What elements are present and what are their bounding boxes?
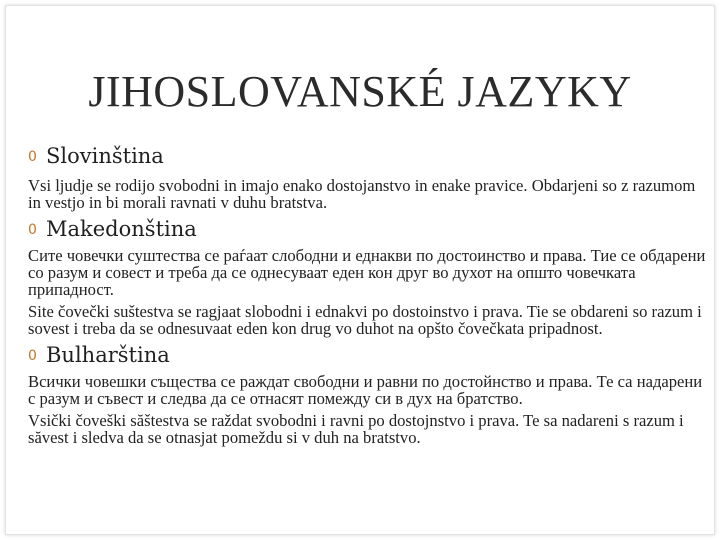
slide-content bbox=[28, 146, 708, 446]
paragraph-bulgarian-cyrillic: Всички човешки същества се раждат свободни и равни по достойнство и права. Те са надарени с разум и съвест и следва да се отнасят помежду си в дух на братство. bbox=[28, 372, 703, 408]
section-heading-label: Makedonština bbox=[46, 217, 197, 241]
paragraph-bulgarian-latin: Vsički čoveški săštestva se raždat svobodni i ravni po dostojnstvo i prava. Te sa nadareni s razum i săvest i sledva da se otnasjat pomeždu si v duh na bratstvo. bbox=[28, 411, 684, 447]
bullet-marker: 0 bbox=[28, 149, 37, 165]
section-heading-bulgarian bbox=[28, 345, 708, 366]
paragraph-slovenian: Vsi ljudje se rodijo svobodni in imajo enako dostojanstvo in enake pravice. Obdarjeni so z razumom in vestjo in bi morali ravnati v duhu bratstva. bbox=[28, 176, 696, 212]
section-heading-slovenian bbox=[28, 146, 708, 167]
paragraph-macedonian-cyrillic: Сите човечки суштества се раѓаат слободни и еднакви по достоинство и права. Тие се обдарени со разум и совест и треба да се однесуваат еден кон друг во духот на општо човечката припадност. bbox=[28, 246, 706, 299]
bullet-marker: 0 bbox=[28, 348, 37, 364]
section-heading-label: Bulharština bbox=[46, 343, 170, 367]
paragraph-macedonian-latin: Site čovečki suštestva se ragjaat slobodni i ednakvi po dostoinstvo i prava. Tie se obdareni so razum i sovest i treba da se odnesuvaat eden kon drug vo duhot na opšto čovečkata pripadnost. bbox=[28, 302, 702, 338]
section-heading-label: Slovinština bbox=[46, 144, 164, 168]
section-heading-macedonian bbox=[28, 219, 708, 240]
slide-title: JIHOSLOVANSKÉ JAZYKY bbox=[88, 67, 632, 116]
bullet-marker: 0 bbox=[28, 222, 37, 238]
